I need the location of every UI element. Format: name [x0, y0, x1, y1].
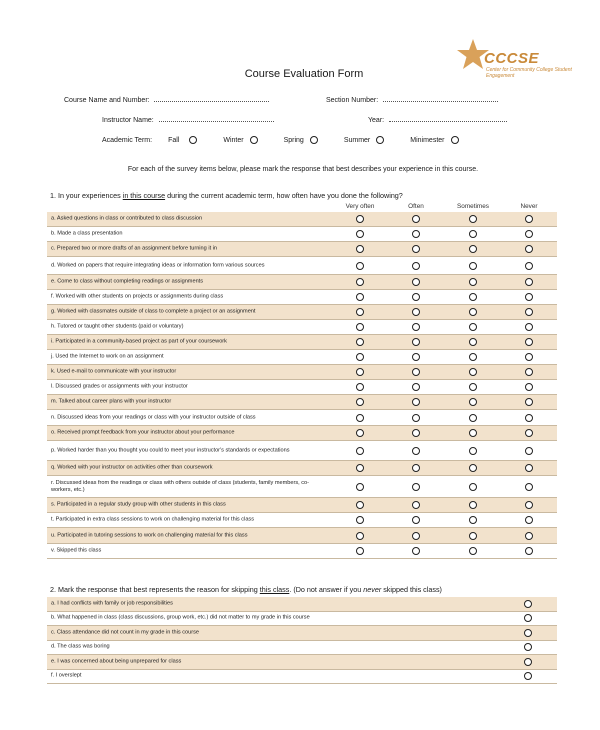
- response-radio-very-often[interactable]: [356, 398, 364, 406]
- response-radio-often[interactable]: [412, 353, 420, 361]
- response-radio-sometimes[interactable]: [469, 215, 477, 223]
- term-label: Winter: [223, 136, 244, 144]
- response-radio-never[interactable]: [525, 245, 533, 253]
- response-radio-never[interactable]: [525, 383, 533, 391]
- response-radio-sometimes[interactable]: [469, 483, 477, 491]
- response-radio-sometimes[interactable]: [469, 414, 477, 422]
- response-radio-often[interactable]: [412, 368, 420, 376]
- response-radio-sometimes[interactable]: [469, 429, 477, 437]
- table-row: [47, 544, 557, 559]
- response-radio-very-often[interactable]: [356, 368, 364, 376]
- response-radio-never[interactable]: [525, 447, 533, 455]
- response-radio-often[interactable]: [412, 398, 420, 406]
- reason-radio[interactable]: [524, 600, 532, 608]
- reason-radio[interactable]: [524, 614, 532, 622]
- response-radio-very-often[interactable]: [356, 293, 364, 301]
- table-row: [47, 498, 557, 513]
- col-very-often: Very often: [345, 203, 375, 210]
- q1-suffix: during the current academic term, how often have you done the following?: [165, 191, 403, 200]
- q1-prefix: 1. In your experiences: [50, 191, 123, 200]
- response-radio-often[interactable]: [412, 429, 420, 437]
- response-radio-often[interactable]: [412, 447, 420, 455]
- response-radio-never[interactable]: [525, 278, 533, 286]
- table-row: [47, 242, 557, 257]
- table-row: [47, 335, 557, 350]
- response-radio-very-often[interactable]: [356, 464, 364, 472]
- section-number-label: Section Number:: [326, 97, 379, 104]
- response-radio-very-often[interactable]: [356, 429, 364, 437]
- response-radio-never[interactable]: [525, 338, 533, 346]
- instructor-name-field: [102, 115, 274, 124]
- table-row: [47, 441, 557, 461]
- response-radio-never[interactable]: [525, 414, 533, 422]
- question-2-heading: [50, 585, 442, 594]
- table-row: [47, 426, 557, 441]
- response-radio-often[interactable]: [412, 532, 420, 540]
- response-radio-never[interactable]: [525, 483, 533, 491]
- item-text: f. Worked with other students on projects or assignments during class: [51, 293, 224, 300]
- term-option-minimester[interactable]: [410, 136, 458, 144]
- response-radio-never[interactable]: [525, 323, 533, 331]
- logo-text: CCCSE: [484, 50, 540, 67]
- instructor-name-label: Instructor Name:: [102, 117, 154, 124]
- reason-radio[interactable]: [524, 672, 532, 680]
- response-radio-often[interactable]: [412, 338, 420, 346]
- table-row: [47, 641, 557, 656]
- item-text: o. Received prompt feedback from your instructor about your performance: [51, 429, 235, 436]
- term-label: Fall: [168, 136, 180, 144]
- response-radio-very-often[interactable]: [356, 262, 364, 270]
- item-text: s. Participated in a regular study group with other students in this class: [51, 501, 226, 508]
- item-text: m. Talked about career plans with your instructor: [51, 398, 172, 405]
- response-radio-never[interactable]: [525, 262, 533, 270]
- table-row: [47, 320, 557, 335]
- response-radio-never[interactable]: [525, 547, 533, 555]
- response-radio-very-often[interactable]: [356, 383, 364, 391]
- item-text: c. Class attendance did not count in my grade in this course: [51, 629, 200, 636]
- table-row: [47, 212, 557, 227]
- response-radio-sometimes[interactable]: [469, 278, 477, 286]
- response-radio-very-often[interactable]: [356, 414, 364, 422]
- response-radio-sometimes[interactable]: [469, 547, 477, 555]
- response-radio-often[interactable]: [412, 245, 420, 253]
- table-row: [47, 461, 557, 476]
- response-radio-never[interactable]: [525, 230, 533, 238]
- response-radio-very-often[interactable]: [356, 353, 364, 361]
- academic-term-row: [102, 136, 459, 144]
- reason-radio[interactable]: [524, 658, 532, 666]
- item-text: c. Prepared two or more drafts of an assignment before turning it in: [51, 245, 218, 252]
- instructor-name-input[interactable]: [159, 115, 274, 122]
- item-text: r. Discussed ideas from the readings or class with others outside of class (students, family members, co-workers, etc.): [51, 479, 310, 493]
- term-option-fall[interactable]: [168, 136, 223, 144]
- response-radio-very-often[interactable]: [356, 308, 364, 316]
- item-text: f. I overslept: [51, 672, 82, 679]
- table-row: [47, 655, 557, 670]
- table-row: [47, 275, 557, 290]
- response-radio-never[interactable]: [525, 501, 533, 509]
- table-row: [47, 626, 557, 641]
- response-radio-often[interactable]: [412, 323, 420, 331]
- item-text: b. What happened in class (class discussions, group work, etc.) did not matter to my grade in this course: [51, 614, 310, 621]
- term-option-summer[interactable]: [344, 136, 410, 144]
- term-radio[interactable]: [376, 136, 384, 144]
- response-radio-sometimes[interactable]: [469, 353, 477, 361]
- response-radio-sometimes[interactable]: [469, 293, 477, 301]
- table-row: [47, 410, 557, 426]
- response-radio-very-often[interactable]: [356, 547, 364, 555]
- item-text: p. Worked harder than you thought you could to meet your instructor's standards or expectations: [51, 447, 290, 453]
- instructions: For each of the survey items below, please mark the response that best describes your experience in this course.: [127, 166, 479, 173]
- response-radio-sometimes[interactable]: [469, 368, 477, 376]
- response-radio-never[interactable]: [525, 308, 533, 316]
- term-radio[interactable]: [250, 136, 258, 144]
- item-text: e. I was concerned about being unprepared for class: [51, 658, 182, 665]
- item-text: v. Skipped this class: [51, 547, 102, 554]
- question-1-heading: [50, 191, 403, 200]
- response-radio-sometimes[interactable]: [469, 398, 477, 406]
- response-radio-often[interactable]: [412, 501, 420, 509]
- item-text: g. Worked with classmates outside of class to complete a project or an assignment: [51, 308, 256, 315]
- response-radio-sometimes[interactable]: [469, 323, 477, 331]
- response-radio-often[interactable]: [412, 230, 420, 238]
- item-text: n. Discussed ideas from your readings or class with your instructor outside of class: [51, 414, 256, 420]
- response-radio-often[interactable]: [412, 278, 420, 286]
- response-radio-often[interactable]: [412, 547, 420, 555]
- response-radio-never[interactable]: [525, 516, 533, 524]
- item-text: j. Used the Internet to work on an assignment: [51, 353, 164, 360]
- response-radio-never[interactable]: [525, 368, 533, 376]
- item-text: h. Tutored or taught other students (paid or voluntary): [51, 323, 184, 330]
- response-radio-sometimes[interactable]: [469, 516, 477, 524]
- reason-radio[interactable]: [524, 629, 532, 637]
- item-text: t. Participated in extra class sessions to work on challenging material for this class: [51, 516, 255, 523]
- response-radio-very-often[interactable]: [356, 501, 364, 509]
- item-text: e. Come to class without completing readings or assignments: [51, 278, 204, 285]
- term-label: Summer: [343, 136, 371, 144]
- table-row: [47, 227, 557, 242]
- item-text: b. Made a class presentation: [51, 230, 123, 237]
- term-option-spring[interactable]: [284, 136, 344, 144]
- response-radio-never[interactable]: [525, 398, 533, 406]
- item-text: a. Asked questions in class or contributed to class discussion: [51, 215, 203, 222]
- q2-suffix2: skipped this class): [381, 585, 442, 594]
- response-radio-sometimes[interactable]: [469, 245, 477, 253]
- table-row: [47, 290, 557, 305]
- response-radio-never[interactable]: [525, 464, 533, 472]
- reason-radio[interactable]: [524, 643, 532, 651]
- col-often: Often: [408, 203, 424, 210]
- academic-term-label: Academic Term:: [102, 136, 153, 144]
- q2-underlined: this class: [259, 585, 290, 594]
- response-radio-often[interactable]: [412, 308, 420, 316]
- col-never: Never: [520, 203, 538, 210]
- response-radio-often[interactable]: [412, 414, 420, 422]
- year-input[interactable]: [389, 115, 507, 122]
- term-radio[interactable]: [451, 136, 459, 144]
- item-text: l. Discussed grades or assignments with your instructor: [51, 383, 188, 390]
- response-radio-often[interactable]: [412, 262, 420, 270]
- term-radio[interactable]: [189, 136, 197, 144]
- response-radio-very-often[interactable]: [356, 245, 364, 253]
- response-radio-sometimes[interactable]: [469, 464, 477, 472]
- year-field: [368, 115, 507, 124]
- response-radio-never[interactable]: [525, 215, 533, 223]
- response-radio-sometimes[interactable]: [469, 262, 477, 270]
- table-row: [47, 305, 557, 320]
- item-text: d. The class was boring: [51, 643, 110, 650]
- response-radio-very-often[interactable]: [356, 230, 364, 238]
- table-row: [47, 365, 557, 380]
- item-text: a. I had conflicts with family or job responsibilities: [51, 600, 173, 607]
- response-radio-very-often[interactable]: [356, 278, 364, 286]
- q1-underlined: in this course: [122, 191, 166, 200]
- response-radio-never[interactable]: [525, 353, 533, 361]
- response-radio-never[interactable]: [525, 429, 533, 437]
- table-row: [47, 476, 557, 498]
- response-radio-very-often[interactable]: [356, 532, 364, 540]
- course-name-field: [64, 95, 269, 104]
- response-radio-very-often[interactable]: [356, 483, 364, 491]
- item-text: q. Worked with your instructor on activities other than coursework: [51, 464, 213, 471]
- page-title: Course Evaluation Form: [244, 68, 364, 80]
- response-radio-often[interactable]: [412, 293, 420, 301]
- table-row: [47, 670, 557, 685]
- response-radio-often[interactable]: [412, 464, 420, 472]
- term-label: Spring: [283, 136, 304, 144]
- response-radio-sometimes[interactable]: [469, 501, 477, 509]
- table-row: [47, 597, 557, 612]
- course-name-input[interactable]: [154, 95, 269, 102]
- response-radio-often[interactable]: [412, 483, 420, 491]
- response-radio-sometimes[interactable]: [469, 383, 477, 391]
- course-name-label: Course Name and Number:: [64, 97, 150, 104]
- response-radio-sometimes[interactable]: [469, 308, 477, 316]
- table-row: [47, 513, 557, 528]
- q2-suffix: . (Do not answer if you: [289, 585, 364, 594]
- response-radio-often[interactable]: [412, 516, 420, 524]
- table-row: [47, 612, 557, 627]
- term-radio[interactable]: [310, 136, 318, 144]
- section-number-field: [326, 95, 498, 104]
- q2-italic: never: [363, 585, 382, 594]
- response-radio-very-often[interactable]: [356, 338, 364, 346]
- table-row: [47, 395, 557, 410]
- table-row: [47, 380, 557, 395]
- item-text: i. Participated in a community-based project as part of your coursework: [51, 338, 227, 345]
- section-number-input[interactable]: [383, 95, 498, 102]
- response-radio-sometimes[interactable]: [469, 338, 477, 346]
- response-radio-very-often[interactable]: [356, 516, 364, 524]
- table-row: [47, 257, 557, 275]
- col-sometimes: Sometimes: [457, 203, 489, 210]
- logo-subtitle: Center for Community College Student Engagement: [486, 67, 572, 79]
- term-option-winter[interactable]: [223, 136, 283, 144]
- response-radio-often[interactable]: [412, 215, 420, 223]
- response-radio-very-often[interactable]: [356, 447, 364, 455]
- cccse-logo: [456, 38, 576, 88]
- response-radio-sometimes[interactable]: [469, 447, 477, 455]
- item-text: d. Worked on papers that require integrating ideas or information form various sources: [51, 262, 265, 268]
- table-row: [47, 350, 557, 365]
- item-text: k. Used e-mail to communicate with your instructor: [51, 368, 177, 375]
- response-radio-often[interactable]: [412, 383, 420, 391]
- year-label: Year:: [368, 117, 385, 124]
- response-radio-sometimes[interactable]: [469, 532, 477, 540]
- response-radio-never[interactable]: [525, 532, 533, 540]
- response-radio-very-often[interactable]: [356, 323, 364, 331]
- term-label: Minimester: [410, 136, 445, 144]
- response-radio-sometimes[interactable]: [469, 230, 477, 238]
- response-radio-never[interactable]: [525, 293, 533, 301]
- table-row: [47, 528, 557, 544]
- item-text: u. Participated in tutoring sessions to work on challenging material for this class: [51, 532, 248, 538]
- q2-prefix: 2. Mark the response that best represents the reason for skipping: [50, 585, 260, 594]
- response-radio-very-often[interactable]: [356, 215, 364, 223]
